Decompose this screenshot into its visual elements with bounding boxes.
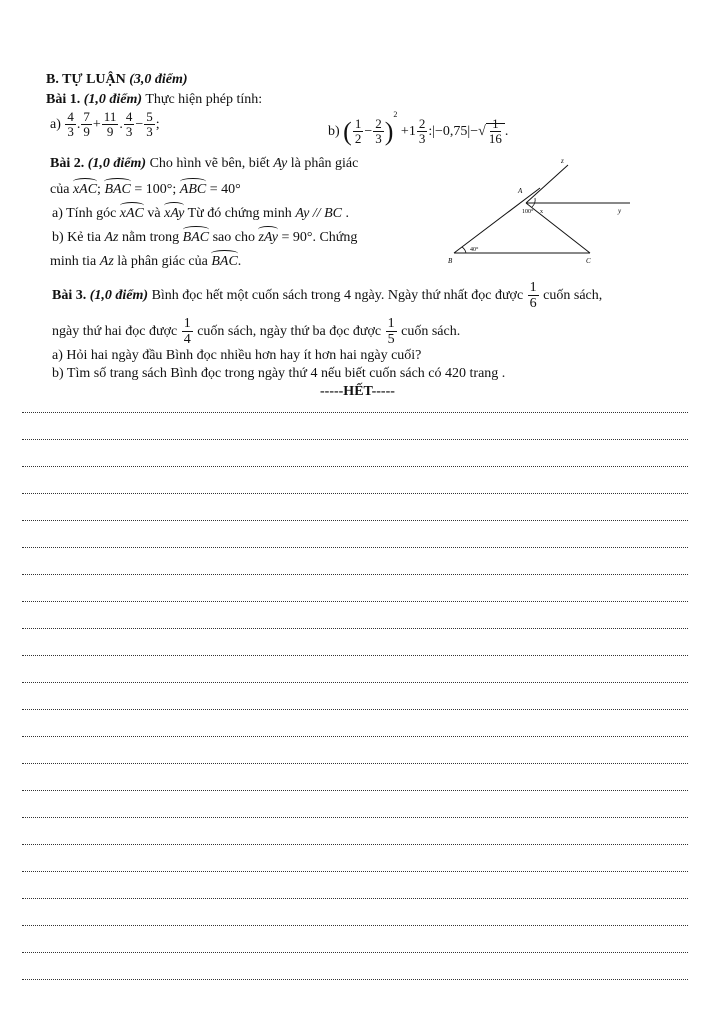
answer-line xyxy=(22,898,688,899)
section-title: B. TỰ LUẬN (3,0 điểm) xyxy=(46,72,188,87)
label-x: x xyxy=(540,209,543,215)
answer-line xyxy=(22,790,688,791)
label-z: z xyxy=(561,157,564,165)
end-mark: -----HẾT----- xyxy=(320,384,395,399)
bai3-question-a: a) Hỏi hai ngày đầu Bình đọc nhiều hơn hay ít hơn hai ngày cuối? xyxy=(52,348,422,363)
bai2-part-b-cont: minh tia Az là phân giác của BAC. xyxy=(50,254,242,269)
answer-line xyxy=(22,925,688,926)
answer-line xyxy=(22,655,688,656)
answer-line xyxy=(22,763,688,764)
label-angle-a: 100° xyxy=(522,209,534,215)
segment-ac xyxy=(526,203,590,253)
answer-line xyxy=(22,817,688,818)
answer-line xyxy=(22,709,688,710)
bai2-part-b: b) Kẻ tia Az nằm trong BAC sao cho zAy = 90°. Chứng xyxy=(52,230,358,245)
bai3-question-b: b) Tìm số trang sách Bình đọc trong ngày thứ 4 nếu biết cuốn sách có 420 trang . xyxy=(52,366,506,381)
answer-line xyxy=(22,736,688,737)
bai2-heading: Bài 2. (1,0 điểm) Cho hình vẽ bên, biết Ay là phân giác xyxy=(50,156,359,171)
angle-arc-b xyxy=(462,247,466,253)
answer-line xyxy=(22,439,688,440)
label-b: B xyxy=(448,257,453,265)
bai3-line2: ngày thứ hai đọc được $\frac{1}{4}$ cuốn sách, ngày thứ ba đọc được $\frac{1}{5}$ cuốn sách. xyxy=(52,316,461,348)
line-bx xyxy=(454,188,540,253)
bai3-line1: Bài 3. (1,0 điểm) Bình đọc hết một cuốn sách trong 4 ngày. Ngày thứ nhất đọc được $\frac{1}{6}$ cuốn sách, xyxy=(52,280,603,312)
answer-line xyxy=(22,466,688,467)
answer-line xyxy=(22,520,688,521)
answer-line xyxy=(22,628,688,629)
answer-line xyxy=(22,952,688,953)
answer-line xyxy=(22,547,688,548)
ray-az xyxy=(526,165,568,203)
answer-line xyxy=(22,493,688,494)
answer-line xyxy=(22,979,688,980)
answer-line xyxy=(22,412,688,413)
label-c: C xyxy=(586,257,591,265)
bai1-heading: Bài 1. (1,0 điểm) Thực hiện phép tính: xyxy=(46,92,263,107)
answer-line xyxy=(22,601,688,602)
bai2-part-a: a) Tính góc xAC và xAy Từ đó chứng minh Ay // BC . xyxy=(52,206,349,221)
label-angle-b: 40° xyxy=(470,247,479,253)
label-y: y xyxy=(618,207,622,215)
bai1-part-b: b) ( $\frac{1}{2}$ − $\frac{2}{3}$ )$^2$ +1 $\frac{2}{3}$ :|−0,75|−√ $\frac{1}{16}$ . xyxy=(328,110,509,147)
label-a: A xyxy=(518,187,523,195)
geometry-figure xyxy=(440,155,660,270)
answer-line xyxy=(22,844,688,845)
answer-line xyxy=(22,574,688,575)
answer-line xyxy=(22,871,688,872)
answer-line xyxy=(22,682,688,683)
bai2-given: của xAC; BAC = 100°; ABC = 40° xyxy=(50,182,241,197)
bai1-part-a: a) $\frac{4}{3}$ . $\frac{7}{9}$ + $\frac{11}{9}$ . $\frac{4}{3}$ − $\frac{5}{3}$ ; xyxy=(50,109,160,140)
